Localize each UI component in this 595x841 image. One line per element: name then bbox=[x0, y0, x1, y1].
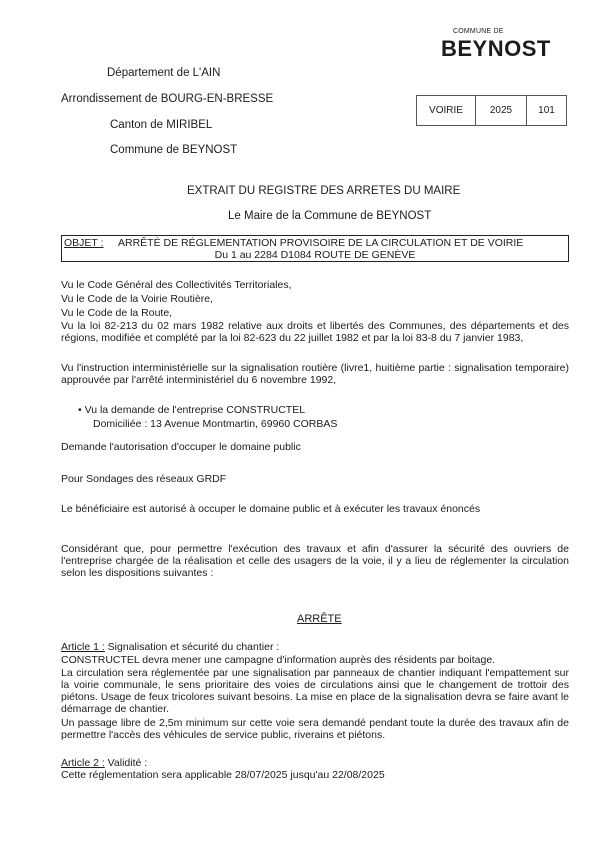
article1-heading bbox=[61, 641, 279, 653]
reference-year: 2025 bbox=[476, 96, 527, 126]
demande-autorisation: Demande l'autorisation d'occuper le domaine public bbox=[61, 441, 301, 453]
objet-label: OBJET : bbox=[64, 237, 104, 249]
demande-entreprise: • Vu la demande de l'entreprise CONSTRUCTEL bbox=[78, 404, 306, 416]
considerant: Considérant que, pour permettre l'exécution des travaux et afin d'assurer la sécurité des ouvriers de l'entreprise chargée de la réalisation et celle des usagers de la voie, il y a lieu de réglementer la circulation selon les dispositions suivantes : bbox=[61, 543, 569, 579]
objet-box bbox=[61, 235, 569, 262]
vu-voirie: Vu le Code de la Voirie Routière, bbox=[61, 293, 213, 305]
article1-line2: La circulation sera réglementée par une signalisation par panneaux de chantier indiquant l'empattement sur la voirie communale, le sens prioritaire des voies de circulations ainsi que le changement de trottoir des piétons. Usage de feux tricolores suivant besoins. La mise en place de la signalisation devra se faire avant le démarrage de chantier. bbox=[61, 667, 569, 715]
reference-table bbox=[416, 95, 567, 126]
beneficiaire: Le bénéficiaire est autorisé à occuper le domaine public et à exécuter les travaux énoncés bbox=[61, 503, 481, 515]
commune: Commune de BEYNOST bbox=[110, 144, 238, 156]
vu-instruction: Vu l'instruction interministérielle sur la signalisation routière (livre1, huitième partie : signalisation temporaire) approuvée par l'arrêté interministériel du 6 novembre 1992, bbox=[61, 362, 569, 386]
vu-cgct: Vu le Code Général des Collectivités Territoriales, bbox=[61, 279, 292, 291]
article1-title: Signalisation et sécurité du chantier : bbox=[104, 641, 280, 653]
article2-label: Article 2 : bbox=[61, 757, 105, 769]
reference-number: 101 bbox=[527, 96, 567, 126]
demande-line1: Vu la demande de l'entreprise CONSTRUCTEL bbox=[84, 404, 306, 416]
article2-text: Cette réglementation sera applicable 28/07/2025 jusqu'au 22/08/2025 bbox=[61, 769, 385, 781]
reference-type: VOIRIE bbox=[417, 96, 476, 126]
objet-line1: ARRÊTÉ DE RÉGLEMENTATION PROVISOIRE DE LA CIRCULATION ET DE VOIRIE bbox=[118, 237, 524, 249]
objet-line2: Du 1 au 2284 D1084 ROUTE DE GENÈVE bbox=[214, 249, 416, 261]
maire-title: Le Maire de la Commune de BEYNOST bbox=[228, 210, 432, 222]
article2-heading bbox=[61, 757, 147, 769]
extrait-title: EXTRAIT DU REGISTRE DES ARRETES DU MAIRE bbox=[187, 185, 461, 197]
article1-line1: CONSTRUCTEL devra mener une campagne d'information auprès des résidents par boitage. bbox=[61, 654, 496, 666]
arrondissement: Arrondissement de BOURG-EN-BRESSE bbox=[61, 93, 274, 105]
arrete-heading: ARRÊTE bbox=[297, 613, 342, 625]
logo-name: BEYNOST bbox=[441, 36, 551, 61]
vu-loi: Vu la loi 82-213 du 02 mars 1982 relative aux droits et libertés des Communes, des départements et des régions, modifiée et complété par la loi 82-623 du 22 juillet 1982 et par la loi 83-8 du 7 janvier 1983, bbox=[61, 320, 569, 344]
article1-line3: Un passage libre de 2,5m minimum sur cette voie sera demandé pendant toute la durée des travaux afin de permettre l'accès des véhicules de service public, riverains et piétons. bbox=[61, 717, 569, 741]
vu-route: Vu le Code de la Route, bbox=[61, 307, 173, 319]
logo-top-text: COMMUNE DE bbox=[453, 28, 504, 35]
demande-domicile: Domiciliée : 13 Avenue Montmartin, 69960 CORBAS bbox=[93, 418, 338, 430]
article2-title: Validité : bbox=[104, 757, 148, 769]
departement: Département de L'AIN bbox=[107, 67, 221, 79]
canton: Canton de MIRIBEL bbox=[110, 119, 213, 131]
pour-sondages: Pour Sondages des réseaux GRDF bbox=[61, 473, 227, 485]
article1-label: Article 1 : bbox=[61, 641, 105, 653]
